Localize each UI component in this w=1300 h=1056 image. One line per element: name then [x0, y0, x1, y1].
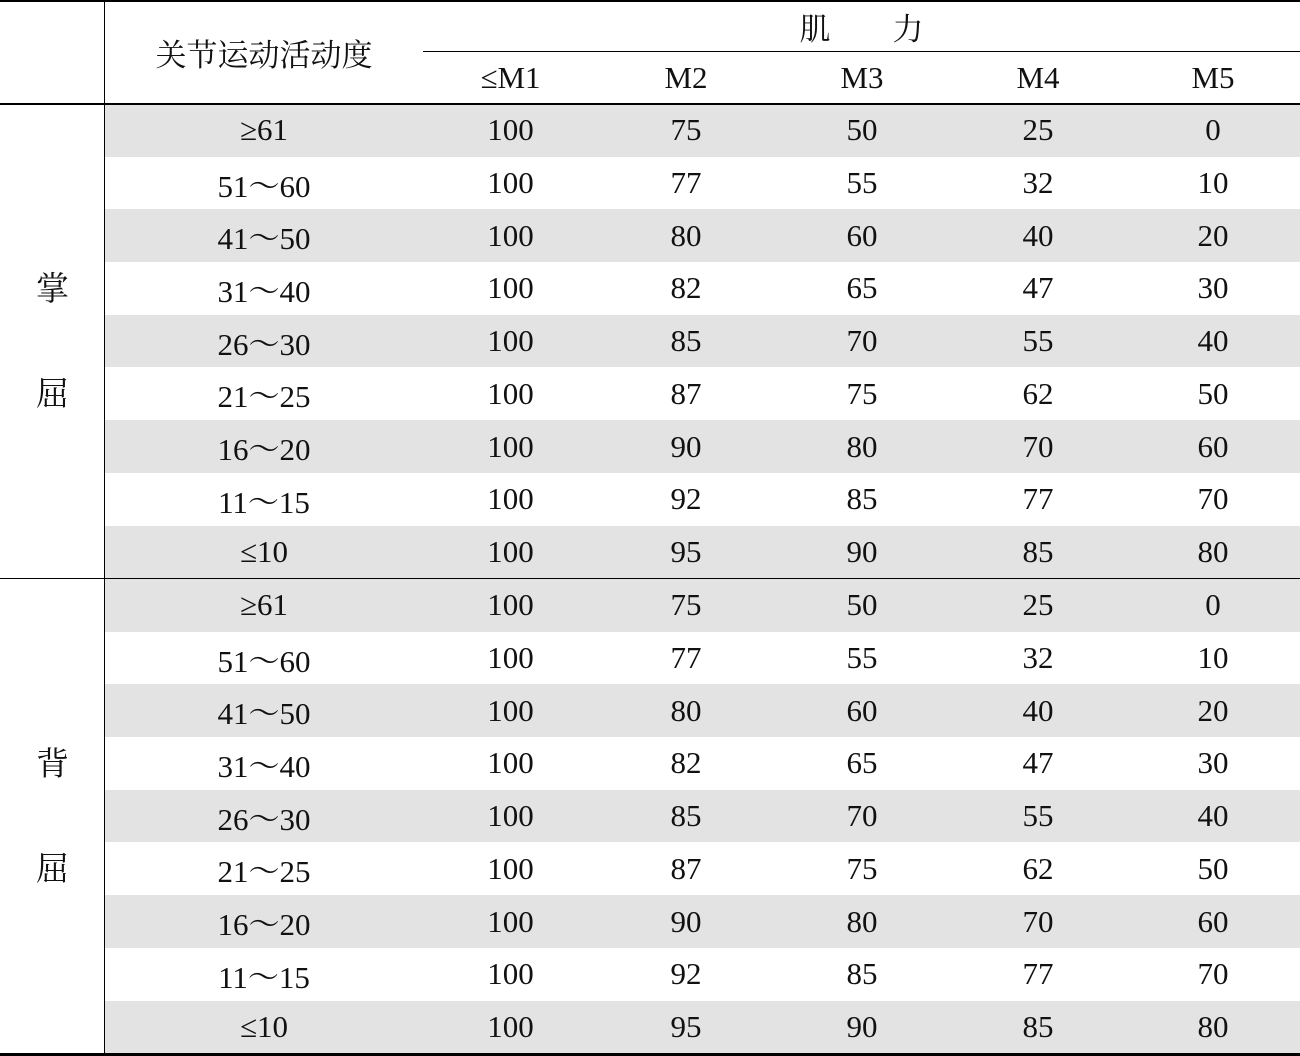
table-cell-rom: ≥61 [239, 587, 288, 623]
table-cell-rom: 26～30 [217, 326, 311, 362]
table-cell-m5: 30 [1197, 270, 1229, 306]
group-label-char: 屈 [36, 374, 69, 414]
table-cell-m3: 80 [846, 428, 878, 464]
table-cell-m1: 100 [487, 692, 534, 728]
table-cell-m3: 85 [846, 481, 878, 517]
table-cell-rom: ≤10 [239, 533, 288, 569]
table-cell-m4: 47 [1022, 270, 1054, 306]
table-cell-m1: 100 [487, 112, 534, 148]
table-cell-m3: 90 [846, 1008, 878, 1044]
table-cell-m4: 55 [1022, 798, 1054, 834]
table-cell-m4: 47 [1022, 745, 1054, 781]
table-cell-m3: 75 [846, 850, 878, 886]
table-cell-m4: 55 [1022, 323, 1054, 359]
table-cell-m4: 77 [1022, 956, 1054, 992]
table-cell-m4: 62 [1022, 375, 1054, 411]
table-cell-rom: 21～25 [217, 379, 311, 415]
table-cell-m5: 40 [1197, 798, 1229, 834]
table-cell-m2: 77 [670, 165, 702, 201]
col-header-m1: ≤M1 [480, 60, 541, 95]
table-cell-rom: 16～20 [217, 432, 311, 468]
table-cell-m2: 82 [670, 270, 702, 306]
table-cell-m2: 95 [670, 1008, 702, 1044]
table-cell-m2: 90 [670, 428, 702, 464]
table-cell-m1: 100 [487, 640, 534, 676]
table-cell-m3: 65 [846, 745, 878, 781]
table-cell-m1: 100 [487, 165, 534, 201]
table-cell-rom: 26～30 [217, 801, 311, 837]
table-cell-m1: 100 [487, 217, 534, 253]
table-cell-m2: 75 [670, 587, 702, 623]
group-label [0, 579, 105, 1053]
group-label-char: 屈 [36, 849, 69, 889]
table-cell-rom: ≥61 [239, 112, 288, 148]
table-cell-m4: 85 [1022, 533, 1054, 569]
table-cell-m1: 100 [487, 375, 534, 411]
table-cell-m4: 40 [1022, 217, 1054, 253]
table-cell-m1: 100 [487, 903, 534, 939]
table-cell-m1: 100 [487, 270, 534, 306]
table-cell-m4: 40 [1022, 692, 1054, 728]
table-cell-m1: 100 [487, 481, 534, 517]
table-cell-m2: 80 [670, 692, 702, 728]
table-cell-m2: 80 [670, 217, 702, 253]
subheader-rule [423, 51, 1300, 52]
table-cell-m4: 85 [1022, 1008, 1054, 1044]
table-cell-m3: 55 [846, 640, 878, 676]
table-cell-m2: 92 [670, 956, 702, 992]
table-cell-rom: 41～50 [217, 221, 311, 257]
table-cell-m3: 50 [846, 112, 878, 148]
table-cell-m1: 100 [487, 587, 534, 623]
table-cell-m3: 65 [846, 270, 878, 306]
rom-header: 关节运动活动度 [155, 37, 373, 73]
col-header-m5: M5 [1191, 60, 1235, 95]
table-cell-m5: 20 [1197, 692, 1229, 728]
table-cell-rom: 41～50 [217, 696, 311, 732]
header-rule [0, 103, 1300, 105]
table-cell-m2: 82 [670, 745, 702, 781]
table-cell-m5: 50 [1197, 375, 1229, 411]
table-cell-m5: 0 [1205, 587, 1221, 623]
table-cell-m2: 75 [670, 112, 702, 148]
table-cell-rom: 11～15 [218, 959, 310, 995]
table-cell-m2: 92 [670, 481, 702, 517]
table-cell-m5: 60 [1197, 903, 1229, 939]
table-cell-m5: 60 [1197, 428, 1229, 464]
table-cell-m3: 70 [846, 323, 878, 359]
table-cell-m5: 20 [1197, 217, 1229, 253]
table-cell-m2: 90 [670, 903, 702, 939]
table-cell-m2: 87 [670, 850, 702, 886]
table-cell-m3: 55 [846, 165, 878, 201]
table-cell-rom: 11～15 [218, 484, 310, 520]
table-cell-m5: 70 [1197, 481, 1229, 517]
table-cell-m3: 50 [846, 587, 878, 623]
table-cell-m2: 95 [670, 533, 702, 569]
table-cell-m2: 87 [670, 375, 702, 411]
table-cell-rom: 31～40 [217, 748, 311, 784]
table-cell-rom: 51～60 [217, 643, 311, 679]
table-cell-m5: 30 [1197, 745, 1229, 781]
group-label-char: 背 [36, 744, 69, 784]
table-cell-m4: 70 [1022, 903, 1054, 939]
table-cell-m5: 50 [1197, 850, 1229, 886]
col-header-m2: M2 [664, 60, 708, 95]
table-cell-m1: 100 [487, 428, 534, 464]
table-cell-m3: 75 [846, 375, 878, 411]
table-cell-rom: 21～25 [217, 854, 311, 890]
table-cell-m5: 10 [1197, 165, 1229, 201]
table-cell-m4: 32 [1022, 165, 1054, 201]
table-cell-m1: 100 [487, 956, 534, 992]
table-cell-m3: 85 [846, 956, 878, 992]
table-cell-m1: 100 [487, 533, 534, 569]
top-rule [0, 0, 1300, 2]
table-cell-m4: 25 [1022, 112, 1054, 148]
table-cell-rom: 31～40 [217, 273, 311, 309]
table-cell-m4: 32 [1022, 640, 1054, 676]
table-cell-m3: 60 [846, 217, 878, 253]
table-cell-m1: 100 [487, 1008, 534, 1044]
table-cell-m3: 70 [846, 798, 878, 834]
table-cell-m1: 100 [487, 798, 534, 834]
strength-header: 肌 力 [799, 11, 924, 47]
table-cell-m2: 77 [670, 640, 702, 676]
table-cell-m5: 70 [1197, 956, 1229, 992]
table-cell-m5: 80 [1197, 1008, 1229, 1044]
group-label-char: 掌 [36, 269, 69, 309]
table-cell-m3: 90 [846, 533, 878, 569]
table-cell-rom: 16～20 [217, 907, 311, 943]
table-cell-m4: 70 [1022, 428, 1054, 464]
table-cell-m3: 80 [846, 903, 878, 939]
group-label [0, 104, 105, 578]
table-cell-m5: 10 [1197, 640, 1229, 676]
table-cell-m5: 40 [1197, 323, 1229, 359]
group-divider-rule [0, 578, 1300, 579]
table-cell-m1: 100 [487, 323, 534, 359]
table-cell-m5: 80 [1197, 533, 1229, 569]
col-header-m4: M4 [1016, 60, 1060, 95]
table-cell-m3: 60 [846, 692, 878, 728]
table-cell-m2: 85 [670, 323, 702, 359]
table-cell-m2: 85 [670, 798, 702, 834]
col-header-m3: M3 [840, 60, 884, 95]
label-column-rule [104, 0, 105, 1056]
table-cell-m4: 25 [1022, 587, 1054, 623]
table-cell-m1: 100 [487, 745, 534, 781]
table-cell-m5: 0 [1205, 112, 1221, 148]
table-cell-m4: 77 [1022, 481, 1054, 517]
table-cell-m4: 62 [1022, 850, 1054, 886]
table-cell-m1: 100 [487, 850, 534, 886]
table-cell-rom: 51～60 [217, 168, 311, 204]
table-cell-rom: ≤10 [239, 1008, 288, 1044]
